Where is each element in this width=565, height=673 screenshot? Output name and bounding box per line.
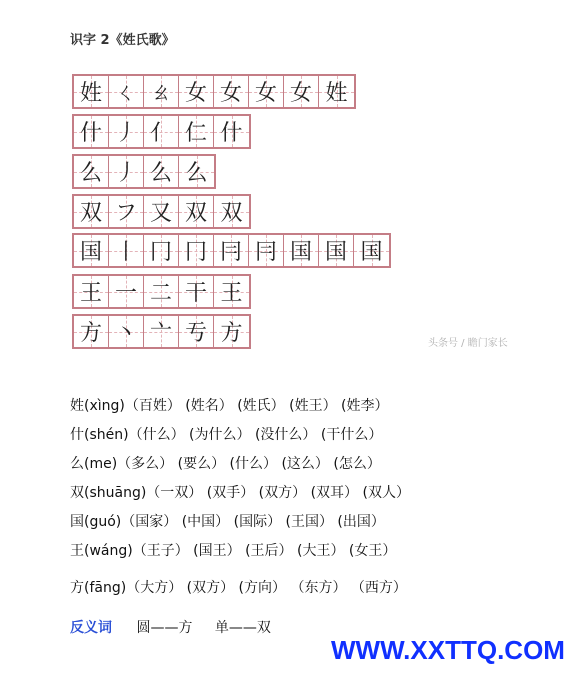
stroke-cell-step <box>179 76 214 107</box>
stroke-glyph: 仁 <box>184 121 207 146</box>
stroke-glyph: 丨 <box>114 240 137 265</box>
antonym-pair: 单——双 <box>214 620 271 636</box>
stroke-cell-step <box>144 76 179 107</box>
stroke-cell-step <box>214 316 249 347</box>
word-line: 国(guó)（国家） (中国） (国际） (王国） (出国） <box>70 514 385 530</box>
word-line: 双(shuāng)（一双） (双手） (双方） (双耳） (双人） <box>70 485 410 501</box>
stroke-cell-step <box>214 235 249 266</box>
stroke-cell-character <box>74 76 109 107</box>
stroke-glyph: 丶 <box>114 321 137 346</box>
stroke-cell-step <box>249 76 284 107</box>
stroke-cell-step <box>109 156 144 187</box>
stroke-cell-step <box>214 196 249 227</box>
stroke-glyph: フ <box>114 201 137 226</box>
stroke-row-1 <box>72 74 356 109</box>
source-credit: 头条号 / 瞻门家长 <box>428 338 508 349</box>
stroke-glyph: 冂 <box>184 240 207 265</box>
stroke-glyph: 双 <box>184 201 207 226</box>
stroke-cell-step <box>179 276 214 307</box>
word-line: 姓(xìng)（百姓） (姓名） (姓氏） (姓王） (姓李） <box>70 398 389 414</box>
stroke-glyph: 丿 <box>114 121 137 146</box>
stroke-glyph: 王 <box>220 281 243 306</box>
stroke-glyph: 女 <box>219 81 242 106</box>
stroke-cell-step <box>214 276 249 307</box>
stroke-glyph: 冂 <box>149 240 172 265</box>
stroke-glyph: 干 <box>184 281 207 306</box>
stroke-glyph: 国 <box>79 240 102 265</box>
stroke-glyph: 王 <box>79 281 102 306</box>
stroke-cell-step <box>179 156 214 187</box>
stroke-cell-step <box>319 235 354 266</box>
stroke-cell-step <box>214 116 249 147</box>
stroke-row-6 <box>72 274 251 309</box>
stroke-row-2 <box>72 114 251 149</box>
word-line: 什(shén)（什么） (为什么） (没什么） (干什么） <box>70 427 383 443</box>
antonym-label: 反义词 <box>70 620 112 636</box>
stroke-glyph: 方 <box>220 321 243 346</box>
stroke-cell-character <box>74 156 109 187</box>
stroke-glyph: 姓 <box>79 81 102 106</box>
stroke-cell-step <box>144 235 179 266</box>
stroke-glyph: 国 <box>360 240 383 265</box>
stroke-glyph: 么 <box>79 161 102 186</box>
stroke-cell-character <box>74 116 109 147</box>
stroke-glyph: 二 <box>149 281 172 306</box>
stroke-glyph: 亐 <box>184 321 207 346</box>
stroke-cell-step <box>179 116 214 147</box>
stroke-glyph: 丿 <box>114 161 137 186</box>
stroke-cell-step <box>179 235 214 266</box>
stroke-glyph: 又 <box>149 201 172 226</box>
antonym-pair: 圆——方 <box>136 620 193 636</box>
stroke-cell-step <box>109 316 144 347</box>
stroke-cell-character <box>74 276 109 307</box>
stroke-cell-step <box>284 76 319 107</box>
stroke-glyph: 女 <box>184 81 207 106</box>
stroke-glyph: 冃 <box>219 240 242 265</box>
stroke-glyph: 什 <box>220 121 243 146</box>
stroke-cell-step <box>284 235 319 266</box>
stroke-cell-step <box>109 196 144 227</box>
stroke-cell-step <box>249 235 284 266</box>
stroke-row-5 <box>72 233 391 268</box>
stroke-glyph: 么 <box>149 161 172 186</box>
stroke-cell-step <box>144 156 179 187</box>
stroke-cell-step <box>109 276 144 307</box>
word-line: 么(me)（多么） (要么） (什么） (这么） (怎么） <box>70 456 381 472</box>
stroke-glyph: 国 <box>324 240 347 265</box>
stroke-cell-step <box>214 76 249 107</box>
stroke-cell-character <box>74 196 109 227</box>
stroke-glyph: 一 <box>114 281 137 306</box>
stroke-cell-step <box>144 276 179 307</box>
stroke-cell-step <box>109 235 144 266</box>
stroke-glyph: 冃 <box>254 240 277 265</box>
stroke-glyph: 双 <box>220 201 243 226</box>
stroke-cell-step <box>319 76 354 107</box>
stroke-glyph: 方 <box>79 321 102 346</box>
stroke-glyph: ㄠ <box>149 81 172 106</box>
stroke-cell-step <box>109 116 144 147</box>
stroke-glyph: 什 <box>79 121 102 146</box>
page-title: 识字 2《姓氏歌》 <box>70 33 175 48</box>
stroke-row-7 <box>72 314 251 349</box>
word-line: 方(fāng)（大方） (双方） (方向） （东方） （西方） <box>70 580 407 596</box>
stroke-row-4 <box>72 194 251 229</box>
stroke-glyph: 女 <box>254 81 277 106</box>
stroke-glyph: 姓 <box>325 81 348 106</box>
word-line: 王(wáng)（王子） (国王） (王后） (大王） (女王） <box>70 543 397 559</box>
stroke-cell-step <box>144 116 179 147</box>
stroke-cell-step <box>144 316 179 347</box>
antonym-section <box>70 617 289 637</box>
stroke-glyph: 亻 <box>149 121 172 146</box>
stroke-glyph: 国 <box>289 240 312 265</box>
stroke-cell-step <box>109 76 144 107</box>
stroke-glyph: 么 <box>185 161 208 186</box>
stroke-cell-step <box>144 196 179 227</box>
stroke-cell-character <box>74 316 109 347</box>
stroke-glyph: 亠 <box>149 321 172 346</box>
stroke-row-3 <box>72 154 216 189</box>
stroke-glyph: 双 <box>79 201 102 226</box>
stroke-glyph: 女 <box>289 81 312 106</box>
stroke-glyph: ㄑ <box>114 81 137 106</box>
stroke-cell-step <box>179 196 214 227</box>
site-watermark: WWW.XXTTQ.COM <box>331 635 565 665</box>
stroke-cell-character <box>74 235 109 266</box>
stroke-cell-step <box>179 316 214 347</box>
stroke-cell-step <box>354 235 389 266</box>
